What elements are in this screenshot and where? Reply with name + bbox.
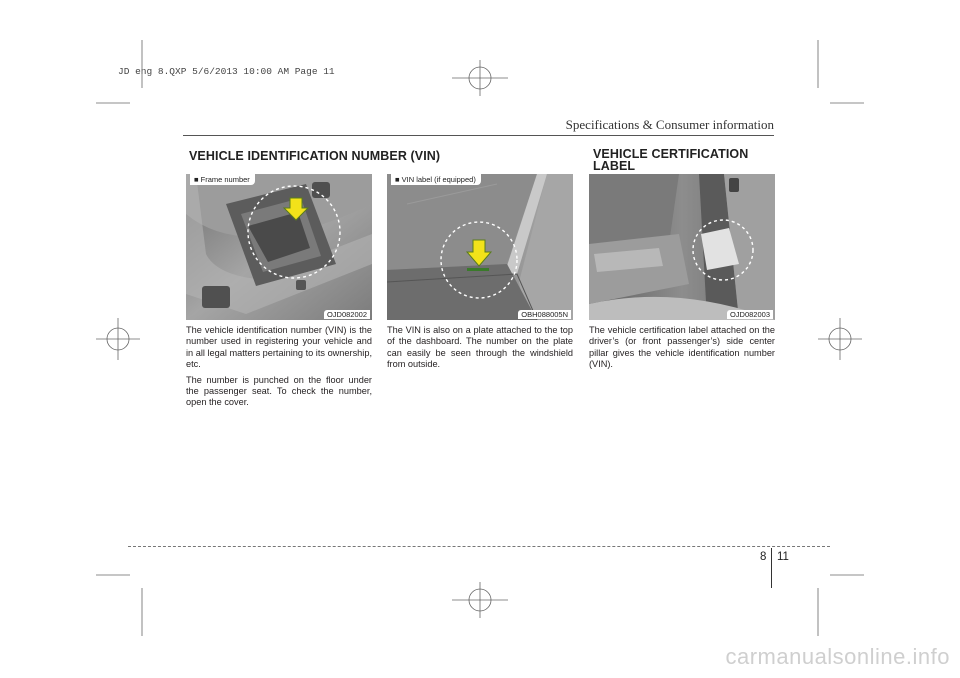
header-rule bbox=[183, 135, 774, 136]
vin-column-text bbox=[186, 325, 372, 413]
photo-tag-vin-label: ■ VIN label (if equipped) bbox=[391, 174, 481, 185]
page-number-divider bbox=[771, 548, 772, 588]
dashboard-windshield-illustration bbox=[387, 174, 573, 320]
page-number: 11 bbox=[777, 551, 789, 563]
frame-number-photo bbox=[186, 174, 372, 320]
paragraph: The vehicle identification number (VIN) is the number used in registering your vehicle and in all legal matters pertaining to its ownership, etc. bbox=[186, 325, 372, 370]
photo-code: OBH088005N bbox=[518, 310, 571, 319]
photo-code: OJD082003 bbox=[727, 310, 773, 319]
vin-label-photo bbox=[387, 174, 573, 320]
chapter-number: 8 bbox=[760, 551, 767, 563]
crop-header: JD eng 8.QXP 5/6/2013 10:00 AM Page 11 bbox=[118, 66, 335, 77]
paragraph: The vehicle certification label attached on the driver’s (or front passenger’s) side center pillar gives the vehicle identification number (VIN). bbox=[589, 325, 775, 370]
cert-section-title: VEHICLE CERTIFICATION LABEL bbox=[593, 147, 749, 173]
vin-plate-column-text bbox=[387, 325, 573, 375]
running-head: Specifications & Consumer information bbox=[565, 117, 774, 132]
footer-rule bbox=[128, 546, 830, 547]
paragraph: The number is punched on the floor under the passenger seat. To check the number, open the cover. bbox=[186, 374, 372, 408]
center-pillar-illustration bbox=[589, 174, 775, 320]
certification-label-photo bbox=[589, 174, 775, 320]
floor-frame-illustration bbox=[186, 174, 372, 320]
vin-section-title: VEHICLE IDENTIFICATION NUMBER (VIN) bbox=[189, 149, 441, 163]
watermark: carmanualsonline.info bbox=[725, 644, 950, 669]
paragraph: The VIN is also on a plate attached to the top of the dashboard. The number on the plate can easily be seen through the windshield from outside. bbox=[387, 325, 573, 370]
certification-column-text bbox=[589, 325, 775, 375]
photo-tag-frame-number: ■ Frame number bbox=[190, 174, 255, 185]
photo-code: OJD082002 bbox=[324, 310, 370, 319]
